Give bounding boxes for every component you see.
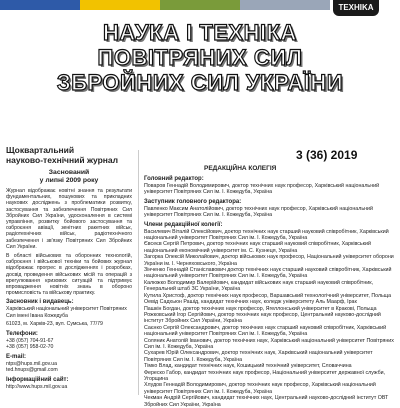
email-label: E-mail: bbox=[6, 353, 27, 360]
board-member: Тімко Влад, кандидат технічних наук, Кошицький технічний університет, Словаччина bbox=[144, 363, 352, 370]
members-list bbox=[144, 229, 394, 408]
deputy-editor: Павленко Максим Анатолійович, доктор технічних наук професор, Харківський національний університет Повітряних Сил ім. І. Кожедуба, Україна bbox=[144, 205, 373, 219]
journal-description: Журнал відображає новітні знання та результати фундаментальних, пошукових та прикладних наукових досліджень з проблематики розвитку, застосування та забезпечення Повітряних Сил Збройних Сил України, удосконалення в системі управління, розвитку бойового застосування та озброєння авіації, зенітних ракетних військ, радіотехнічних військ, радіотехнічного забезпечення і зв'язку Повітряних Сил Збройних Сил України. bbox=[6, 188, 132, 250]
founder-label: Засновник і видавець: bbox=[6, 299, 74, 306]
phone-1: +38 (057) 704-91-67 bbox=[6, 337, 54, 344]
journal-title bbox=[0, 20, 400, 95]
board-member: Хлудов Геннадій Володимирович, доктор технічних наук професор, Харківський національний університет Повітряних Сил ім. І. Кожедуба, Україна bbox=[144, 382, 376, 395]
founded-line-2: у липні 2009 року bbox=[39, 177, 99, 184]
left-column bbox=[6, 145, 132, 390]
title-line-1: НАУКА І ТЕХНІКА bbox=[103, 20, 297, 45]
phone-label: Телефони: bbox=[6, 330, 38, 337]
board-member: Кутила Христоф, доктор технічних наук професор, Варшавський технологічний університет, Польща bbox=[144, 292, 392, 299]
board-member: Пашкін Богдан, доктор технічних наук професор, Ягеллонський університет в Кракові, Польща bbox=[144, 305, 377, 312]
site-label: Інформаційний сайт: bbox=[6, 376, 69, 383]
board-member: Фереско Габор, кандидат технічних наук професор, Національний університет державної служби, Угорщина bbox=[144, 369, 386, 382]
journal-logo: TEXHIKA bbox=[333, 0, 379, 16]
email-1[interactable]: ntps@hups.mil.gov.ua bbox=[6, 360, 58, 367]
board-member: Соляник Анатолій Іванович, доктор технічних наук, Харківський національний університет Повітряних Сил ім. І. Кожедуба, Україна bbox=[144, 337, 394, 350]
phone-2: +38 (057) 958-02-70 bbox=[6, 344, 54, 351]
board-member: Василевич Віталій Олексійович, доктор технічних наук старший науковий співробітник, Харківський національний університет Повітряних Сил ім. І. Кожедуба, Україна bbox=[144, 228, 389, 242]
address: 61023, м. Харків-23, вул. Сумська, 77/79 bbox=[6, 321, 103, 328]
title-line-2: ПОВІТРЯНИХ СИЛ bbox=[97, 45, 303, 70]
column-divider bbox=[138, 150, 139, 395]
board-member: Оевід Садхьюн Рашід, кандидат технічних наук, коледж університету Аль Маарф, Ірак bbox=[144, 299, 357, 306]
founded-line-1: Заснований bbox=[48, 169, 90, 176]
chief-editor-label: Головний редактор: bbox=[144, 176, 204, 182]
board-member: Саєнко Сергій Олександрович, доктор технічних наук старший науковий співробітник, Харківський національний університет Повітряних Сил ім. І. Кожедуба, Україна bbox=[144, 324, 387, 338]
founder-text: Харківський національний університет Повітряних Сил імені Івана Кожедуба bbox=[6, 306, 127, 319]
board-member: Зінченко Геннадій Станіславович доктор технічних наук старший науковий співробітник, Харківський національний університет Повітряних Сил ім. І. Кожедуба, Україна bbox=[144, 267, 392, 280]
site-link[interactable]: http://www.hups.mil.gov.ua bbox=[6, 383, 68, 390]
members-label: Члени редакційної колегії: bbox=[144, 221, 223, 228]
chief-editor: Поваров Геннадій Володимирович, доктор технічних наук професор, Харківський національний університет Повітряних Сил ім. І. Кожедуба, Україна bbox=[144, 183, 380, 196]
board-member: Сухарев Юрій Олександрович, доктор технічних наук, Харківський національний університет Повітряних Сил ім. І. Кожедуба, Україна bbox=[144, 350, 373, 363]
right-column bbox=[144, 145, 394, 408]
deputy-editor-label: Заступник головного редактора: bbox=[144, 198, 242, 205]
board-title: РЕДАКЦІЙНА КОЛЕГІЯ bbox=[204, 165, 277, 172]
board-member: Євсеєв Сергій Петрович, доктор технічних наук старший науковий співробітник, Харківський національний економічний університет ім. С. Кузнеця, Україна bbox=[144, 241, 371, 254]
journal-type-line-2: науково-технічний журнал bbox=[6, 155, 119, 165]
board-member: Загорка Олексій Миколайович, доктор військових наук професор, Національний університет оборони України ім. І. Черняховського, Україна bbox=[144, 254, 394, 267]
title-line-3: ЗБРОЙНИХ СИЛ УКРАЇНИ bbox=[56, 70, 344, 95]
journal-type-line-1: Щоквартальний bbox=[6, 145, 75, 155]
board-member: Рожковський Ігор Сергійович, доктор технічних наук професор, Центральний науково-дослідний інститут Збройних Сил України, Україна bbox=[144, 311, 381, 325]
issue-number: 3 (36) 2019 bbox=[296, 148, 358, 162]
board-member: Чекман Андрій Сергійович, кандидат технічних наук, Центральний науково-дослідний інститут ОВТ Збройних Сил України, Україна bbox=[144, 395, 389, 408]
email-2[interactable]: ted.hnups@gmail.com bbox=[6, 367, 58, 374]
board-member: Калюжко Володимир Валерійович, кандидат військових наук старший науковий співробітник, Генеральний штаб ЗС України, Україна bbox=[144, 279, 374, 293]
journal-scope: В області військових та оборонних технологій, озброєння і військової техніки та бойових журнал відображає прогрес в дослідженнях і розробках, досвід проведення військових місій та операцій з врегулювання кризових ситуацій та підтримує впровадження новітніх знань в обороно промисловість та військову практику. bbox=[6, 253, 132, 297]
